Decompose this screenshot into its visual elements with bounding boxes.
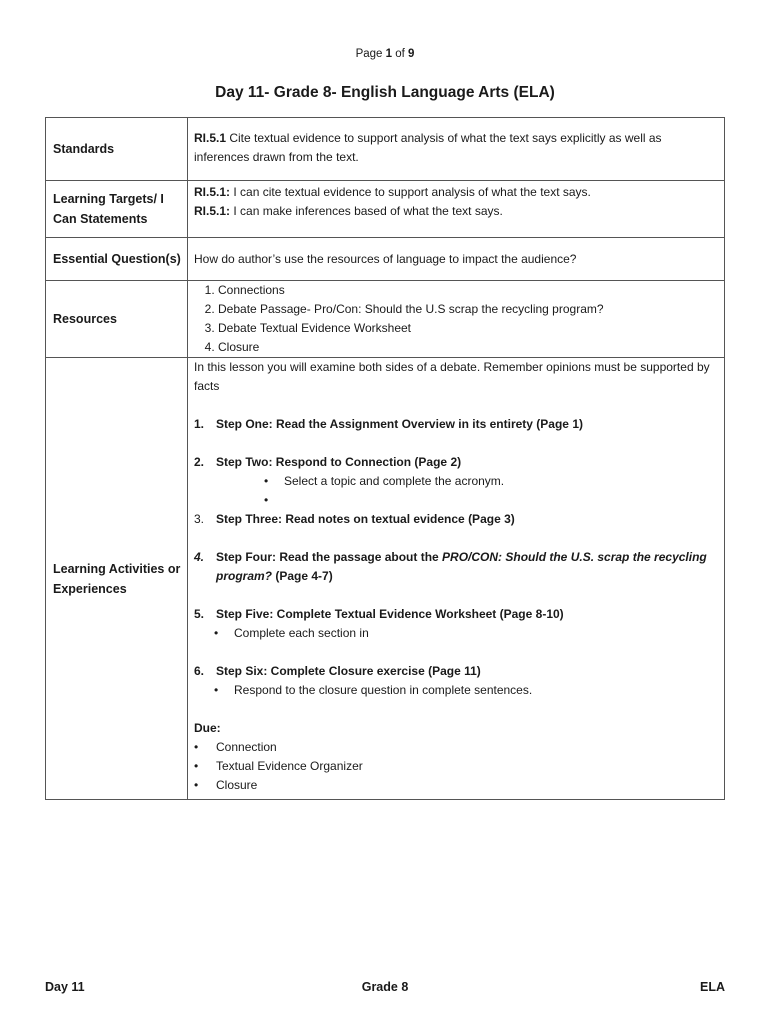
due-text: Textual Evidence Organizer [216,759,363,773]
resource-item: 2. Debate Passage- Pro/Con: Should the U.S scrap the recycling program? [218,300,716,319]
page-number [0,48,770,60]
step-two [194,453,716,472]
step-text-pre: Step Four: Read the passage about the [216,550,443,564]
resource-item: 1. Connections [218,281,716,300]
bullet-text: Select a topic and complete the acronym. [284,474,505,488]
step-six-bullet [194,681,716,700]
resources-content [188,281,725,358]
step-text [216,548,716,586]
targets-label: Learning Targets/ I Can Statements [46,181,188,238]
step-text: Step Six: Complete Closure exercise (Page 11) [216,664,481,678]
due-item [194,757,716,776]
step-number: 6. [194,664,205,678]
due-text: Closure [216,778,258,792]
question-label: Essential Question(s) [46,238,188,281]
standards-label: Standards [46,118,188,181]
bullet-text: Respond to the closure question in complete sentences. [234,683,533,697]
resources-label: Resources [46,281,188,358]
step-text: Step One: Read the Assignment Overview in its entirety (Page 1) [216,417,583,431]
step-number: 2. [194,455,205,469]
target-text: I can cite textual evidence to support analysis of what the text says. [230,185,591,199]
step-two-bullet [194,472,716,491]
step-text-post: (Page 4-7) [272,569,333,583]
bullet-icon: • [214,683,219,697]
step-text: Step Five: Complete Textual Evidence Worksheet (Page 8-10) [216,607,564,621]
standards-code: RI.5.1 [194,131,227,145]
target-item [194,202,716,221]
footer-center: Grade 8 [361,980,409,994]
resource-item: 4. Closure [218,338,716,357]
standards-content [188,118,725,181]
resources-list [194,281,716,357]
step-three [194,510,716,529]
question-text: How do author’s use the resources of language to impact the audience? [188,238,725,281]
step-text: Step Three: Read notes on textual evidence (Page 3) [216,512,515,526]
bullet-icon: • [194,740,199,754]
due-item [194,776,716,795]
due-item [194,738,716,757]
step-text: Step Two: Respond to Connection (Page 2) [216,455,462,469]
bullet-icon: • [194,778,199,792]
step-five-bullet [194,624,716,643]
activities-intro: In this lesson you will examine both sides of a debate. Remember opinions must be supported by facts [194,360,710,393]
step-number: 4. [194,550,205,564]
standards-text: Cite textual evidence to support analysis of what the text says explicitly as well as inferences drawn from the text. [194,131,662,164]
targets-content [188,181,725,238]
page-of: of [395,48,405,60]
step-one [194,415,716,434]
step-number: 5. [194,607,205,621]
footer-right: ELA [700,980,725,994]
page-current: 1 [385,48,393,60]
footer-left: Day 11 [45,980,85,994]
row-resources [46,281,725,358]
due-label: Due: [194,721,221,735]
step-four [194,548,716,586]
step-text-italic: PRO/CON: Should the U.S. scrap the recycling program? [216,550,707,583]
lesson-table [45,117,725,800]
bullet-icon: • [264,493,269,507]
row-activities [46,358,725,800]
step-number: 1. [194,417,205,431]
step-six [194,662,716,681]
page-prefix: Page [355,48,383,60]
bullet-icon: • [194,759,199,773]
resource-item: 3. Debate Textual Evidence Worksheet [218,319,716,338]
page-total: 9 [408,48,415,60]
row-question [46,238,725,281]
target-code: RI.5.1: [194,185,231,199]
bullet-icon: • [214,626,219,640]
step-five [194,605,716,624]
bullet-icon: • [264,474,269,488]
target-item [194,183,716,202]
due-text: Connection [216,740,277,754]
activities-content [188,358,725,800]
row-targets [46,181,725,238]
row-standards [46,118,725,181]
document-title: Day 11- Grade 8- English Language Arts (ELA) [215,84,555,101]
step-two-empty-bullet [194,491,716,510]
activities-label: Learning Activities or Experiences [46,358,188,800]
target-text: I can make inferences based of what the text says. [230,204,503,218]
step-number: 3. [194,512,205,526]
bullet-text: Complete each section in [234,626,369,640]
target-code: RI.5.1: [194,204,231,218]
